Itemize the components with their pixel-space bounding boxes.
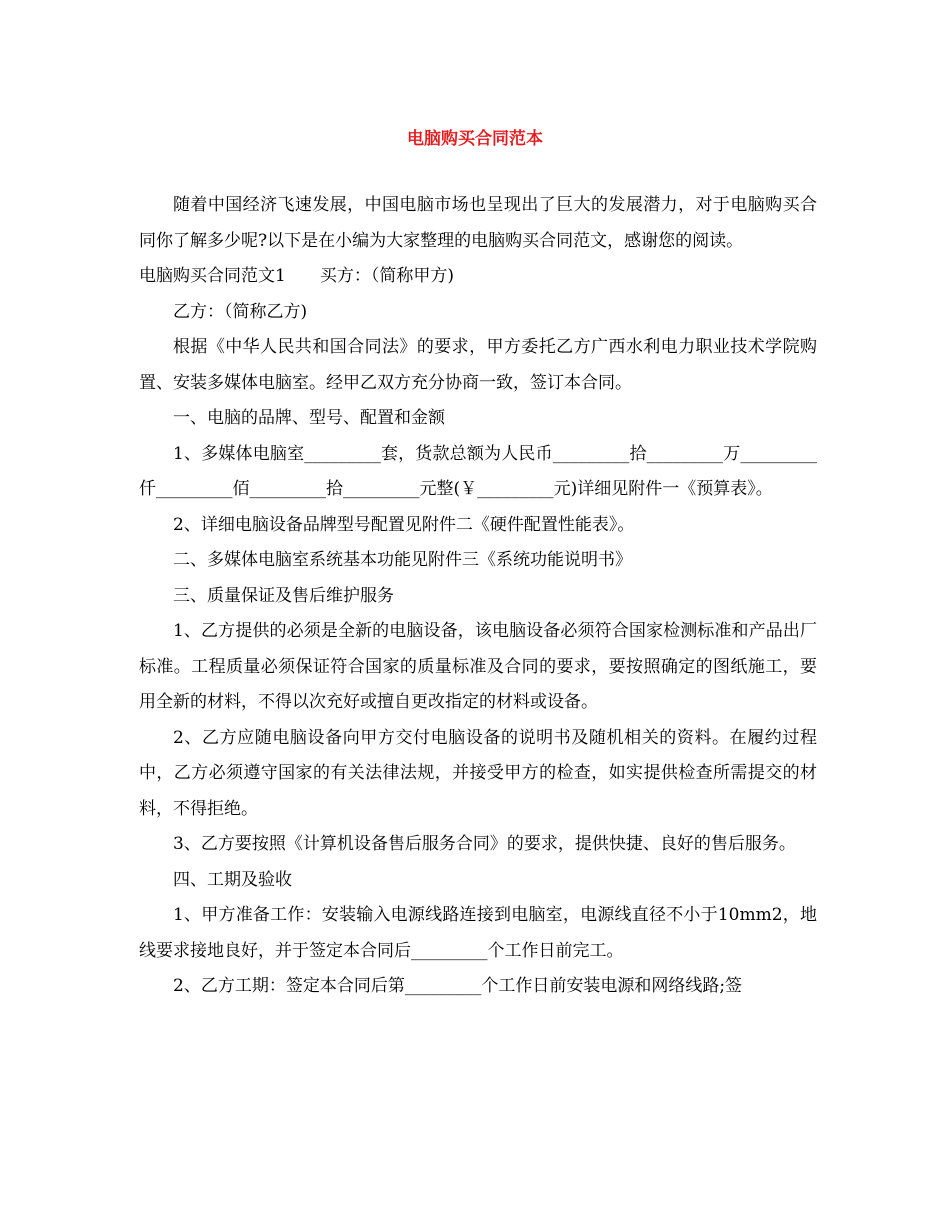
section-heading-1: 一、电脑的品牌、型号、配置和金额: [173, 408, 445, 428]
section-heading-2: 二、多媒体电脑室系统基本功能见附件三《系统功能说明书》: [173, 550, 632, 570]
section-heading-4: 四、工期及验收: [173, 869, 292, 890]
preamble-paragraph: 根据《中华人民共和国合同法》的要求，甲方委托乙方广西水利电力职业技术学院购置、安装多媒体电脑室。经甲乙双方充分协商一致，签订本合同。: [139, 337, 817, 393]
party-b-line: 乙方：（简称乙方): [173, 301, 308, 322]
section-heading-3: 三、质量保证及售后维护服务: [173, 585, 394, 606]
clause-4-1: 1、甲方准备工作：安装输入电源线路连接到电脑室，电源线直径不小于10mm2，地线要求接地良好，并于签定本合同后_________个工作日前完工。: [139, 905, 817, 961]
clause-1-1: 1、多媒体电脑室_________套，货款总额为人民币_________拾_________万_________仟_________佰_________拾_________元整(￥_________元)详细见附件一《预算表》。: [139, 443, 817, 499]
contract-heading-buyer: 电脑购买合同范文1 买方：（简称甲方): [139, 266, 454, 286]
clause-3-3: 3、乙方要按照《计算机设备售后服务合同》的要求，提供快捷、良好的售后服务。: [173, 834, 796, 854]
document-title: 电脑购买合同范本: [407, 129, 543, 149]
clause-4-2: 2、乙方工期：签定本合同后第_________个工作日前安装电源和网络线路;签: [173, 976, 743, 996]
clause-1-2: 2、详细电脑设备品牌型号配置见附件二《硬件配置性能表》。: [173, 514, 635, 535]
clause-3-1: 1、乙方提供的必须是全新的电脑设备，该电脑设备必须符合国家检测标准和产品出厂标准。工程质量必须保证符合国家的质量标准及合同的要求，要按照确定的图纸施工，要用全新的材料，不得以次充好或擅自更改指定的材料或设备。: [139, 621, 817, 712]
intro-paragraph: 随着中国经济飞速发展，中国电脑市场也呈现出了巨大的发展潜力，对于电脑购买合同你了解多少呢?以下是在小编为大家整理的电脑购买合同范文，感谢您的阅读。: [139, 195, 817, 251]
document-body: [139, 188, 817, 1005]
clause-3-2: 2、乙方应随电脑设备向甲方交付电脑设备的说明书及随机相关的资料。在履约过程中，乙方必须遵守国家的有关法律法规，并接受甲方的检查，如实提供检查所需提交的材料，不得拒绝。: [139, 727, 817, 819]
